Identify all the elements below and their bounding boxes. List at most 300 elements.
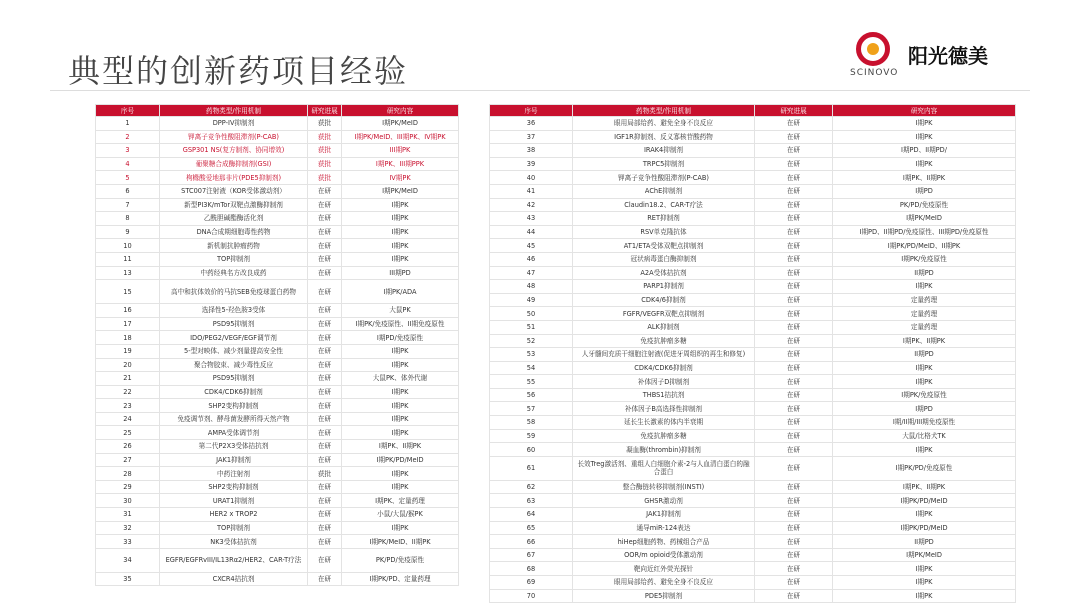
row-drug-type: 葡聚糖合成酶抑制剂(GSI) bbox=[160, 157, 308, 171]
row-progress: 在研 bbox=[755, 416, 833, 430]
row-index: 3 bbox=[96, 144, 160, 158]
row-index: 48 bbox=[490, 280, 573, 294]
row-index: 4 bbox=[96, 157, 160, 171]
row-content: I期PK/PD/MeID bbox=[342, 453, 459, 467]
row-drug-type: 补体因子D抑制剂 bbox=[573, 375, 755, 389]
row-content: I期PK bbox=[342, 198, 459, 212]
table-row bbox=[96, 171, 459, 185]
row-drug-type: 高中和抗体效价的马抗SEB免疫球蛋白药物 bbox=[160, 280, 308, 304]
row-index: 69 bbox=[490, 576, 573, 590]
row-drug-type: THBS1拮抗剂 bbox=[573, 388, 755, 402]
row-content: I期PD、II期PD/免疫原性、III期PD/免疫原性 bbox=[833, 225, 1016, 239]
row-drug-type: 眼用局部给药、避免全身不良反应 bbox=[573, 117, 755, 131]
row-index: 42 bbox=[490, 198, 573, 212]
row-drug-type: JAK1抑制剂 bbox=[160, 453, 308, 467]
row-progress: 在研 bbox=[308, 385, 342, 399]
row-content: I期PK/MeID bbox=[833, 548, 1016, 562]
table-row bbox=[490, 388, 1016, 402]
row-drug-type: 钾离子竞争性酸阻滞剂(P-CAB) bbox=[160, 130, 308, 144]
row-drug-type: 选择性5-羟色胺3受体 bbox=[160, 304, 308, 318]
row-content: I期PK bbox=[342, 480, 459, 494]
row-index: 9 bbox=[96, 225, 160, 239]
table-row bbox=[490, 280, 1016, 294]
table-row bbox=[490, 402, 1016, 416]
row-index: 64 bbox=[490, 508, 573, 522]
row-index: 35 bbox=[96, 572, 160, 586]
table-row bbox=[96, 130, 459, 144]
row-progress: 在研 bbox=[308, 358, 342, 372]
row-drug-type: 新机制抗肿瘤药物 bbox=[160, 239, 308, 253]
header-drug-type: 药物类型/作用机制 bbox=[160, 105, 308, 117]
table-row bbox=[490, 307, 1016, 321]
row-progress: 在研 bbox=[308, 225, 342, 239]
table-row bbox=[490, 456, 1016, 480]
row-drug-type: RSV单克隆抗体 bbox=[573, 225, 755, 239]
row-progress: 在研 bbox=[755, 157, 833, 171]
table-row bbox=[490, 361, 1016, 375]
row-content: I期PK/ADA bbox=[342, 280, 459, 304]
table-row bbox=[96, 412, 459, 426]
project-table-left bbox=[95, 104, 459, 586]
row-progress: 在研 bbox=[308, 494, 342, 508]
row-index: 47 bbox=[490, 266, 573, 280]
row-progress: 在研 bbox=[755, 443, 833, 457]
row-progress: 在研 bbox=[755, 562, 833, 576]
row-index: 26 bbox=[96, 440, 160, 454]
row-content: I期PK/免疫原性、II期免疫原性 bbox=[342, 317, 459, 331]
table-row bbox=[96, 535, 459, 549]
row-index: 31 bbox=[96, 508, 160, 522]
table-row bbox=[96, 453, 459, 467]
row-index: 62 bbox=[490, 480, 573, 494]
row-content: 定量药理 bbox=[833, 307, 1016, 321]
row-drug-type: TOP抑制剂 bbox=[160, 521, 308, 535]
row-progress: 在研 bbox=[755, 293, 833, 307]
row-progress: 在研 bbox=[755, 456, 833, 480]
row-content: I期PK bbox=[833, 130, 1016, 144]
row-content: I期PD bbox=[833, 184, 1016, 198]
row-content: II期PD bbox=[833, 535, 1016, 549]
row-progress: 在研 bbox=[755, 144, 833, 158]
row-progress: 在研 bbox=[308, 521, 342, 535]
row-progress: 获批 bbox=[308, 171, 342, 185]
row-content: I期PK bbox=[342, 358, 459, 372]
row-progress: 在研 bbox=[755, 508, 833, 522]
row-drug-type: Claudin18.2、CAR-T疗法 bbox=[573, 198, 755, 212]
row-index: 6 bbox=[96, 184, 160, 198]
row-progress: 在研 bbox=[755, 171, 833, 185]
row-index: 34 bbox=[96, 548, 160, 572]
row-index: 65 bbox=[490, 521, 573, 535]
table-row bbox=[96, 494, 459, 508]
row-content: I期PD bbox=[833, 402, 1016, 416]
table-header-row bbox=[490, 105, 1016, 117]
table-row bbox=[96, 399, 459, 413]
table-row bbox=[96, 372, 459, 386]
table-row bbox=[490, 252, 1016, 266]
row-content: I期PK bbox=[342, 225, 459, 239]
row-progress: 在研 bbox=[308, 184, 342, 198]
row-drug-type: AT1/ETA受体双靶点抑制剂 bbox=[573, 239, 755, 253]
row-content: III期PK bbox=[342, 144, 459, 158]
row-progress: 在研 bbox=[308, 372, 342, 386]
row-content: I期PK bbox=[342, 252, 459, 266]
row-index: 21 bbox=[96, 372, 160, 386]
table-row bbox=[490, 562, 1016, 576]
row-progress: 在研 bbox=[755, 184, 833, 198]
table-row bbox=[490, 334, 1016, 348]
row-drug-type: PSD95抑制剂 bbox=[160, 372, 308, 386]
page-title: 典型的创新药项目经验 bbox=[68, 52, 409, 90]
row-drug-type: A2A受体拮抗剂 bbox=[573, 266, 755, 280]
row-drug-type: TOP抑制剂 bbox=[160, 252, 308, 266]
row-index: 56 bbox=[490, 388, 573, 402]
header-content: 研究内容 bbox=[342, 105, 459, 117]
row-index: 2 bbox=[96, 130, 160, 144]
row-content: I期PK bbox=[833, 508, 1016, 522]
table-row bbox=[490, 535, 1016, 549]
row-content: I期PK bbox=[342, 239, 459, 253]
row-index: 8 bbox=[96, 212, 160, 226]
row-content: I期PK bbox=[342, 399, 459, 413]
brand-name-en: SCINOVO bbox=[850, 68, 899, 78]
row-drug-type: HER2 x TROP2 bbox=[160, 508, 308, 522]
row-content: I期PK bbox=[833, 443, 1016, 457]
table-row bbox=[490, 548, 1016, 562]
row-content: I期PK bbox=[342, 212, 459, 226]
row-index: 30 bbox=[96, 494, 160, 508]
table-row bbox=[96, 198, 459, 212]
row-index: 5 bbox=[96, 171, 160, 185]
row-progress: 在研 bbox=[308, 317, 342, 331]
row-index: 28 bbox=[96, 467, 160, 481]
row-index: 44 bbox=[490, 225, 573, 239]
row-drug-type: 眼用局部给药、避免全身不良反应 bbox=[573, 576, 755, 590]
row-index: 32 bbox=[96, 521, 160, 535]
table-row bbox=[96, 521, 459, 535]
row-drug-type: RET抑制剂 bbox=[573, 212, 755, 226]
table-row bbox=[490, 589, 1016, 603]
row-drug-type: 钾离子竞争性酸阻滞剂(P-CAB) bbox=[573, 171, 755, 185]
row-progress: 在研 bbox=[755, 361, 833, 375]
header-index: 序号 bbox=[96, 105, 160, 117]
row-drug-type: FGFR/VEGFR双靶点抑制剂 bbox=[573, 307, 755, 321]
row-drug-type: 人牙髓间充质干细胞注射液(促进牙周组织的再生和修复) bbox=[573, 348, 755, 362]
row-content: I期PK、II期PK bbox=[833, 171, 1016, 185]
row-drug-type: SHP2变构抑制剂 bbox=[160, 480, 308, 494]
row-drug-type: SHP2变构抑制剂 bbox=[160, 399, 308, 413]
row-progress: 获批 bbox=[308, 144, 342, 158]
row-index: 22 bbox=[96, 385, 160, 399]
header-drug-type: 药物类型/作用机制 bbox=[573, 105, 755, 117]
table-row bbox=[490, 239, 1016, 253]
row-progress: 在研 bbox=[308, 535, 342, 549]
table-row bbox=[490, 508, 1016, 522]
row-index: 18 bbox=[96, 331, 160, 345]
row-content: I期PK、III期PPK bbox=[342, 157, 459, 171]
row-progress: 在研 bbox=[308, 304, 342, 318]
row-drug-type: 乙酰胆碱酯酶活化剂 bbox=[160, 212, 308, 226]
row-index: 52 bbox=[490, 334, 573, 348]
row-progress: 在研 bbox=[308, 198, 342, 212]
row-content: I期PK、II期PK bbox=[342, 440, 459, 454]
row-progress: 在研 bbox=[755, 239, 833, 253]
row-progress: 在研 bbox=[308, 453, 342, 467]
row-content: I期PK bbox=[833, 157, 1016, 171]
row-index: 1 bbox=[96, 117, 160, 131]
row-progress: 在研 bbox=[755, 212, 833, 226]
row-content: IV期PK bbox=[342, 171, 459, 185]
row-drug-type: 中药注射剂 bbox=[160, 467, 308, 481]
row-content: I期PK/MeID、III期PK、IV期PK bbox=[342, 130, 459, 144]
row-content: I期PD/免疫原性 bbox=[342, 331, 459, 345]
row-content: I期PK/MeID bbox=[342, 184, 459, 198]
row-progress: 在研 bbox=[308, 480, 342, 494]
row-drug-type: GSP301 NS(复方制剂、协同增效) bbox=[160, 144, 308, 158]
row-drug-type: hiHep细胞药物、药械组合产品 bbox=[573, 535, 755, 549]
row-progress: 获批 bbox=[308, 467, 342, 481]
row-index: 19 bbox=[96, 344, 160, 358]
row-drug-type: NK3受体拮抗剂 bbox=[160, 535, 308, 549]
row-index: 37 bbox=[490, 130, 573, 144]
row-drug-type: GHSR激动剂 bbox=[573, 494, 755, 508]
table-row bbox=[490, 416, 1016, 430]
row-content: 大鼠PK bbox=[342, 304, 459, 318]
row-drug-type: EGFR/EGFRvIII/IL13Rα2/HER2、CAR-T疗法 bbox=[160, 548, 308, 572]
row-drug-type: 5-型对映体、减少剂量提高安全性 bbox=[160, 344, 308, 358]
row-progress: 在研 bbox=[755, 535, 833, 549]
scinovo-logo-icon bbox=[856, 32, 890, 66]
row-index: 29 bbox=[96, 480, 160, 494]
row-progress: 在研 bbox=[755, 480, 833, 494]
table-row bbox=[96, 184, 459, 198]
row-progress: 在研 bbox=[308, 280, 342, 304]
row-index: 43 bbox=[490, 212, 573, 226]
row-progress: 在研 bbox=[755, 348, 833, 362]
row-progress: 获批 bbox=[308, 117, 342, 131]
table-row bbox=[490, 348, 1016, 362]
row-drug-type: DNA合成期细胞毒性药物 bbox=[160, 225, 308, 239]
brand-name-cn: 阳光德美 bbox=[908, 44, 988, 68]
row-index: 59 bbox=[490, 429, 573, 443]
row-index: 53 bbox=[490, 348, 573, 362]
row-drug-type: 免疫调节剂、酵母菌发酵所得天然产物 bbox=[160, 412, 308, 426]
table-row bbox=[96, 212, 459, 226]
row-index: 25 bbox=[96, 426, 160, 440]
row-progress: 在研 bbox=[755, 334, 833, 348]
row-progress: 在研 bbox=[755, 589, 833, 603]
row-index: 7 bbox=[96, 198, 160, 212]
row-drug-type: IGF1R抑制剂、反义寡核苷酸药物 bbox=[573, 130, 755, 144]
row-progress: 在研 bbox=[308, 426, 342, 440]
row-content: I期PD、II期PD/ bbox=[833, 144, 1016, 158]
row-progress: 在研 bbox=[308, 399, 342, 413]
row-content: PK/PD/免疫原性 bbox=[342, 548, 459, 572]
table-row bbox=[96, 331, 459, 345]
row-progress: 在研 bbox=[755, 402, 833, 416]
row-progress: 在研 bbox=[308, 266, 342, 280]
row-content: 大鼠PK、体外代谢 bbox=[342, 372, 459, 386]
row-index: 15 bbox=[96, 280, 160, 304]
row-progress: 在研 bbox=[755, 266, 833, 280]
row-progress: 在研 bbox=[308, 331, 342, 345]
row-drug-type: 第二代P2X3受体拮抗剂 bbox=[160, 440, 308, 454]
row-index: 33 bbox=[96, 535, 160, 549]
table-row bbox=[96, 117, 459, 131]
row-drug-type: OOR/m opioid受体激动剂 bbox=[573, 548, 755, 562]
row-content: I期PK/免疫原性 bbox=[833, 388, 1016, 402]
row-index: 57 bbox=[490, 402, 573, 416]
row-progress: 在研 bbox=[755, 225, 833, 239]
table-row bbox=[490, 576, 1016, 590]
row-content: I期PK/MeID bbox=[833, 212, 1016, 226]
row-progress: 在研 bbox=[308, 508, 342, 522]
row-progress: 在研 bbox=[755, 198, 833, 212]
table-row bbox=[490, 184, 1016, 198]
row-content: I期PK、II期PK bbox=[833, 334, 1016, 348]
table-row bbox=[96, 280, 459, 304]
table-header-row bbox=[96, 105, 459, 117]
row-content: I期PK bbox=[342, 467, 459, 481]
row-content: 小鼠/大鼠/猴PK bbox=[342, 508, 459, 522]
row-index: 17 bbox=[96, 317, 160, 331]
table-row bbox=[490, 480, 1016, 494]
table-row bbox=[490, 130, 1016, 144]
row-content: I期PK bbox=[833, 361, 1016, 375]
row-index: 23 bbox=[96, 399, 160, 413]
row-content: 定量药理 bbox=[833, 293, 1016, 307]
row-progress: 在研 bbox=[755, 576, 833, 590]
row-progress: 在研 bbox=[308, 252, 342, 266]
header-progress: 研究进展 bbox=[308, 105, 342, 117]
row-content: I期PK、II期PK bbox=[833, 480, 1016, 494]
table-row bbox=[490, 429, 1016, 443]
row-index: 38 bbox=[490, 144, 573, 158]
row-content: I期PK bbox=[342, 412, 459, 426]
row-index: 60 bbox=[490, 443, 573, 457]
row-index: 27 bbox=[96, 453, 160, 467]
row-content: II期PD bbox=[833, 348, 1016, 362]
table-row bbox=[490, 293, 1016, 307]
row-content: I期PK bbox=[833, 576, 1016, 590]
row-drug-type: 免疫抗肿瘤多糖 bbox=[573, 334, 755, 348]
row-content: 定量药理 bbox=[833, 320, 1016, 334]
row-index: 45 bbox=[490, 239, 573, 253]
row-drug-type: CDK4/6抑制剂 bbox=[573, 293, 755, 307]
row-content: I期PK bbox=[342, 521, 459, 535]
row-progress: 在研 bbox=[755, 117, 833, 131]
row-content: PK/PD/免疫原性 bbox=[833, 198, 1016, 212]
row-content: 大鼠/比格犬TK bbox=[833, 429, 1016, 443]
row-index: 20 bbox=[96, 358, 160, 372]
row-index: 16 bbox=[96, 304, 160, 318]
brand-logo bbox=[850, 32, 1020, 80]
row-progress: 在研 bbox=[308, 572, 342, 586]
row-content: I期PK bbox=[342, 344, 459, 358]
row-content: I期PK/PD/MeID bbox=[833, 521, 1016, 535]
row-drug-type: 聚合物胶束、减少毒性反应 bbox=[160, 358, 308, 372]
row-index: 67 bbox=[490, 548, 573, 562]
row-content: I期PK bbox=[342, 385, 459, 399]
row-index: 70 bbox=[490, 589, 573, 603]
table-row bbox=[490, 157, 1016, 171]
row-progress: 在研 bbox=[755, 494, 833, 508]
row-content: I期PK bbox=[833, 375, 1016, 389]
table-row bbox=[96, 225, 459, 239]
row-drug-type: IRAK4抑制剂 bbox=[573, 144, 755, 158]
table-row bbox=[96, 440, 459, 454]
row-index: 68 bbox=[490, 562, 573, 576]
row-drug-type: 枸橼酸爱地那非片(PDE5抑制剂) bbox=[160, 171, 308, 185]
row-index: 58 bbox=[490, 416, 573, 430]
row-drug-type: PDE5抑制剂 bbox=[573, 589, 755, 603]
row-drug-type: JAK1抑制剂 bbox=[573, 508, 755, 522]
table-row bbox=[96, 252, 459, 266]
row-progress: 在研 bbox=[308, 239, 342, 253]
row-progress: 在研 bbox=[308, 344, 342, 358]
row-progress: 获批 bbox=[308, 130, 342, 144]
row-index: 66 bbox=[490, 535, 573, 549]
row-drug-type: STC007注射液（KOR受体激动剂） bbox=[160, 184, 308, 198]
row-content: I期PK/MeID bbox=[342, 117, 459, 131]
table-row bbox=[96, 358, 459, 372]
table-row bbox=[490, 320, 1016, 334]
row-drug-type: 凝血酶(thrombin)抑制剂 bbox=[573, 443, 755, 457]
row-progress: 获批 bbox=[308, 157, 342, 171]
header-progress: 研究进展 bbox=[755, 105, 833, 117]
row-progress: 在研 bbox=[308, 440, 342, 454]
table-row bbox=[96, 548, 459, 572]
row-drug-type: ALK抑制剂 bbox=[573, 320, 755, 334]
row-index: 63 bbox=[490, 494, 573, 508]
table-row bbox=[96, 344, 459, 358]
row-drug-type: 新型PI3K/mTor双靶点激酶抑制剂 bbox=[160, 198, 308, 212]
row-drug-type: 中药经典名方改良成药 bbox=[160, 266, 308, 280]
table-row bbox=[96, 508, 459, 522]
row-index: 41 bbox=[490, 184, 573, 198]
row-drug-type: AChE抑制剂 bbox=[573, 184, 755, 198]
row-content: I期PK bbox=[342, 426, 459, 440]
row-drug-type: 补体因子B高选择性抑制剂 bbox=[573, 402, 755, 416]
row-drug-type: IDO/PEG2/VEGF/EGF调节剂 bbox=[160, 331, 308, 345]
row-content: II期PD bbox=[833, 266, 1016, 280]
row-index: 24 bbox=[96, 412, 160, 426]
row-drug-type: 冠状病毒蛋白酶抑制剂 bbox=[573, 252, 755, 266]
row-content: I期PK bbox=[833, 280, 1016, 294]
table-row bbox=[490, 117, 1016, 131]
row-drug-type: DPP-IV抑制剂 bbox=[160, 117, 308, 131]
row-progress: 在研 bbox=[755, 320, 833, 334]
row-progress: 在研 bbox=[755, 521, 833, 535]
row-progress: 在研 bbox=[755, 375, 833, 389]
row-drug-type: CDK4/CDK6抑制剂 bbox=[573, 361, 755, 375]
table-row bbox=[96, 480, 459, 494]
row-index: 54 bbox=[490, 361, 573, 375]
row-index: 46 bbox=[490, 252, 573, 266]
table-row bbox=[490, 521, 1016, 535]
row-index: 36 bbox=[490, 117, 573, 131]
row-progress: 在研 bbox=[308, 548, 342, 572]
row-index: 13 bbox=[96, 266, 160, 280]
title-divider bbox=[50, 90, 1030, 91]
table-row bbox=[96, 467, 459, 481]
row-progress: 在研 bbox=[755, 130, 833, 144]
row-drug-type: PARP1抑制剂 bbox=[573, 280, 755, 294]
row-drug-type: 免疫抗肿瘤多糖 bbox=[573, 429, 755, 443]
row-progress: 在研 bbox=[755, 252, 833, 266]
row-progress: 在研 bbox=[755, 388, 833, 402]
table-row bbox=[96, 572, 459, 586]
